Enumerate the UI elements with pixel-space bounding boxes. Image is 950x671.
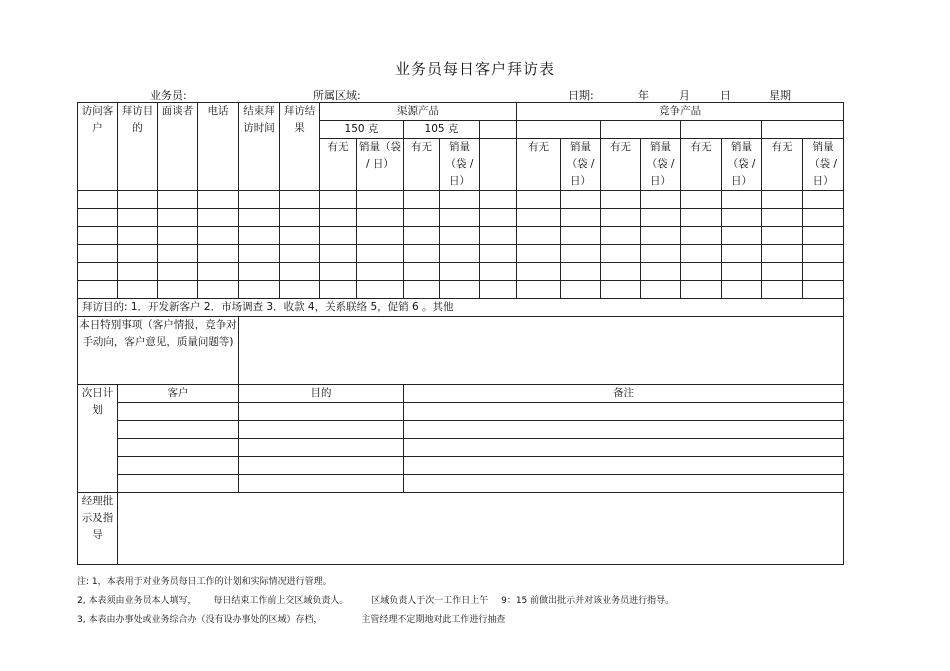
footnote-2: 2, 本表须由业务员本人填写， 每日结束工作前上交区域负责人。 区域负责人于次一工作日上午 9：15 前做出批示并对该业务员进行指导。 (77, 596, 675, 606)
have-cell: 有无 (601, 139, 641, 191)
col-purpose: 拜访目的 (118, 103, 158, 191)
col-interviewee: 面谈者 (158, 103, 198, 191)
product-105g: 105 克 (404, 121, 480, 139)
special-items-label: 本日特别事项（客户情报，竞争对手动向，客户意见，质量问题等) (78, 317, 239, 385)
competitor-blank-4 (762, 121, 844, 139)
sales-cell: 销量（袋 / 日） (440, 139, 480, 191)
plan-row[interactable] (78, 457, 844, 475)
sales-cell: 销量（袋 / 日） (803, 139, 844, 191)
table-row[interactable] (78, 209, 844, 227)
next-day-purpose-header: 目的 (239, 385, 404, 403)
col-client: 访问客户 (78, 103, 118, 191)
have-cell: 有无 (320, 139, 357, 191)
plan-row[interactable] (78, 475, 844, 493)
competitor-products-header: 竞争产品 (517, 103, 844, 121)
col-end-time: 结束拜访时间 (239, 103, 280, 191)
manager-label: 经理批示及指导 (78, 493, 118, 565)
weekday-label: 星期 (769, 89, 791, 102)
plan-row[interactable] (78, 403, 844, 421)
table-row[interactable] (78, 245, 844, 263)
plan-row[interactable] (78, 421, 844, 439)
competitor-blank-2 (601, 121, 681, 139)
special-items-field[interactable] (239, 317, 844, 385)
sales-cell: 销量（袋 / 日） (722, 139, 762, 191)
blank-cell (480, 139, 517, 191)
date-label: 日期: (568, 89, 594, 102)
plan-row[interactable] (78, 439, 844, 457)
have-cell: 有无 (517, 139, 561, 191)
salesperson-label: 业务员: (150, 89, 187, 102)
product-150g: 150 克 (320, 121, 404, 139)
table-row[interactable] (78, 281, 844, 299)
next-day-remarks-header: 备注 (404, 385, 844, 403)
have-cell: 有无 (404, 139, 440, 191)
table-row[interactable] (78, 263, 844, 281)
footnote-1: 注: 1，本表用于对业务员每日工作的计划和实际情况进行管理。 (77, 577, 332, 587)
sales-cell: 销量（袋 / 日） (357, 139, 404, 191)
table-row[interactable] (78, 227, 844, 245)
manager-instruction-field[interactable] (118, 493, 844, 565)
next-day-label: 次日计划 (78, 385, 118, 493)
visit-purpose-legend: 拜访目的: 1．开发新客户 2．市场调查 3．收款 4，关系联络 5，促销 6 。其他 (78, 299, 844, 317)
competitor-blank-3 (681, 121, 762, 139)
month-label: 月 (679, 89, 690, 102)
sales-cell: 销量（袋 / 日） (641, 139, 681, 191)
col-result: 拜访结果 (280, 103, 320, 191)
year-label: 年 (638, 89, 649, 102)
channel-products-header: 渠源产品 (320, 103, 517, 121)
footnotes (77, 573, 674, 630)
table-row[interactable] (78, 191, 844, 209)
next-day-client-header: 客户 (118, 385, 239, 403)
competitor-blank-1 (517, 121, 601, 139)
region-label: 所属区域: (313, 89, 361, 102)
form-title: 业务员每日客户拜访表 (394, 60, 555, 78)
footnote-3: 3, 本表由办事处或业务综合办（没有设办事处的区域）存档， 主管经理不定期地对此工作进行抽查 (77, 615, 506, 625)
have-cell: 有无 (681, 139, 722, 191)
channel-blank (480, 121, 517, 139)
have-cell: 有无 (762, 139, 803, 191)
visit-table (77, 102, 844, 565)
day-label: 日 (720, 89, 731, 102)
sales-cell: 销量（袋 / 日） (561, 139, 601, 191)
col-phone: 电话 (198, 103, 239, 191)
